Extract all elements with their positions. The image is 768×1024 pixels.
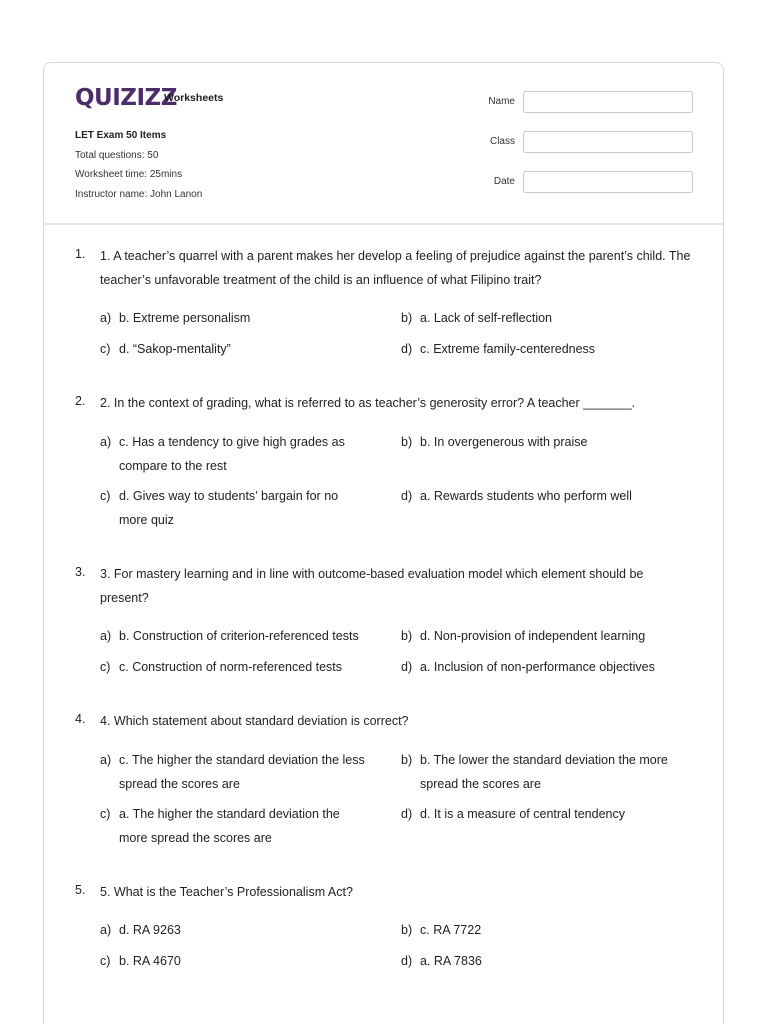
class-label: Class [489, 136, 515, 147]
question-number: 5. [75, 883, 86, 897]
option-c[interactable] [100, 803, 370, 850]
option-d[interactable] [401, 803, 671, 827]
date-field[interactable] [523, 171, 693, 193]
question-1 [75, 245, 695, 292]
option-letter: b) [401, 753, 413, 767]
question-5 [75, 881, 695, 905]
question-text: 1. A teacher’s quarrel with a parent makes her develop a feeling of prejudice against the parent’s child. The teacher’s unfavorable treatment of the child is an influence of what Filipino trait? [100, 249, 691, 287]
option-d[interactable] [401, 338, 671, 362]
option-letter: d) [401, 807, 413, 821]
worksheet-sheet [43, 62, 724, 1024]
question-number: 1. [75, 247, 86, 261]
option-letter: b) [401, 923, 413, 937]
option-b[interactable] [401, 307, 671, 331]
question-text: 2. In the context of grading, what is referred to as teacher’s generosity error? A teacher _______. [100, 396, 636, 410]
option-letter: b) [401, 629, 413, 643]
option-c[interactable] [100, 338, 370, 362]
option-letter: c) [100, 342, 111, 356]
option-a[interactable] [100, 431, 370, 478]
name-field[interactable] [523, 91, 693, 113]
option-b[interactable] [401, 919, 671, 943]
question-number: 4. [75, 712, 86, 726]
option-letter: c) [100, 954, 111, 968]
option-d[interactable] [401, 656, 671, 680]
option-letter: a) [100, 923, 112, 937]
question-number: 2. [75, 394, 86, 408]
question-text: 5. What is the Teacher’s Professionalism Act? [100, 885, 353, 899]
option-text: c. Extreme family-centeredness [420, 342, 596, 356]
date-label: Date [493, 176, 515, 187]
option-d[interactable] [401, 485, 671, 509]
option-text: c. Has a tendency to give high grades as compare to the rest [119, 435, 345, 473]
question-3 [75, 563, 695, 610]
option-letter: a) [100, 435, 112, 449]
worksheet-time: Worksheet time: 25mins [75, 169, 183, 180]
option-text: c. The higher the standard deviation the less spread the scores are [119, 753, 365, 791]
total-questions: Total questions: 50 [75, 149, 159, 161]
option-text: d. Non-provision of independent learning [420, 629, 646, 643]
option-text: b. The lower the standard deviation the more spread the scores are [420, 753, 668, 791]
option-letter: c) [100, 489, 111, 503]
worksheet-title: LET Exam 50 Items [75, 130, 167, 141]
question-4 [75, 710, 695, 734]
option-a[interactable] [100, 749, 370, 796]
option-letter: a) [100, 629, 112, 643]
option-text: b. Construction of criterion-referenced tests [119, 629, 359, 643]
option-text: b. In overgenerous with praise [420, 435, 588, 449]
option-letter: b) [401, 435, 413, 449]
option-text: b. Extreme personalism [119, 311, 251, 325]
option-text: a. Lack of self-reflection [420, 311, 553, 325]
option-letter: d) [401, 660, 413, 674]
option-b[interactable] [401, 625, 671, 649]
option-letter: a) [100, 311, 112, 325]
question-number: 3. [75, 565, 86, 579]
option-text: d. Gives way to students’ bargain for no more quiz [119, 489, 339, 527]
option-text: d. RA 9263 [119, 923, 181, 937]
option-a[interactable] [100, 625, 370, 649]
option-a[interactable] [100, 919, 370, 943]
instructor-name: Instructor name: John Lanon [75, 188, 203, 200]
worksheet-meta [75, 126, 202, 204]
question-text: 4. Which statement about standard deviation is correct? [100, 714, 409, 728]
option-d[interactable] [401, 950, 671, 974]
option-text: b. RA 4670 [119, 954, 181, 968]
option-text: d. “Sakop-mentality” [119, 342, 231, 356]
option-text: c. Construction of norm-referenced tests [119, 660, 343, 674]
option-text: d. It is a measure of central tendency [420, 807, 625, 821]
option-text: c. RA 7722 [420, 923, 482, 937]
name-label: Name [488, 96, 515, 107]
option-text: a. Inclusion of non-performance objectives [420, 660, 655, 674]
option-text: a. The higher the standard deviation the more spread the scores are [119, 807, 340, 845]
logo-subtitle: Worksheets [164, 92, 224, 104]
option-a[interactable] [100, 307, 370, 331]
option-c[interactable] [100, 656, 370, 680]
option-letter: b) [401, 311, 413, 325]
option-letter: d) [401, 954, 413, 968]
worksheet-header [44, 63, 723, 225]
option-letter: d) [401, 489, 413, 503]
option-letter: c) [100, 807, 111, 821]
option-letter: a) [100, 753, 112, 767]
class-field[interactable] [523, 131, 693, 153]
question-text: 3. For mastery learning and in line with outcome-based evaluation model which element should be present? [100, 567, 644, 605]
option-b[interactable] [401, 431, 671, 455]
option-c[interactable] [100, 485, 370, 532]
option-b[interactable] [401, 749, 671, 796]
option-c[interactable] [100, 950, 370, 974]
quizizz-logo: QUIZIZZ [75, 85, 177, 111]
option-letter: d) [401, 342, 413, 356]
question-2 [75, 392, 695, 416]
option-text: a. Rewards students who perform well [420, 489, 632, 503]
option-letter: c) [100, 660, 111, 674]
option-text: a. RA 7836 [420, 954, 482, 968]
